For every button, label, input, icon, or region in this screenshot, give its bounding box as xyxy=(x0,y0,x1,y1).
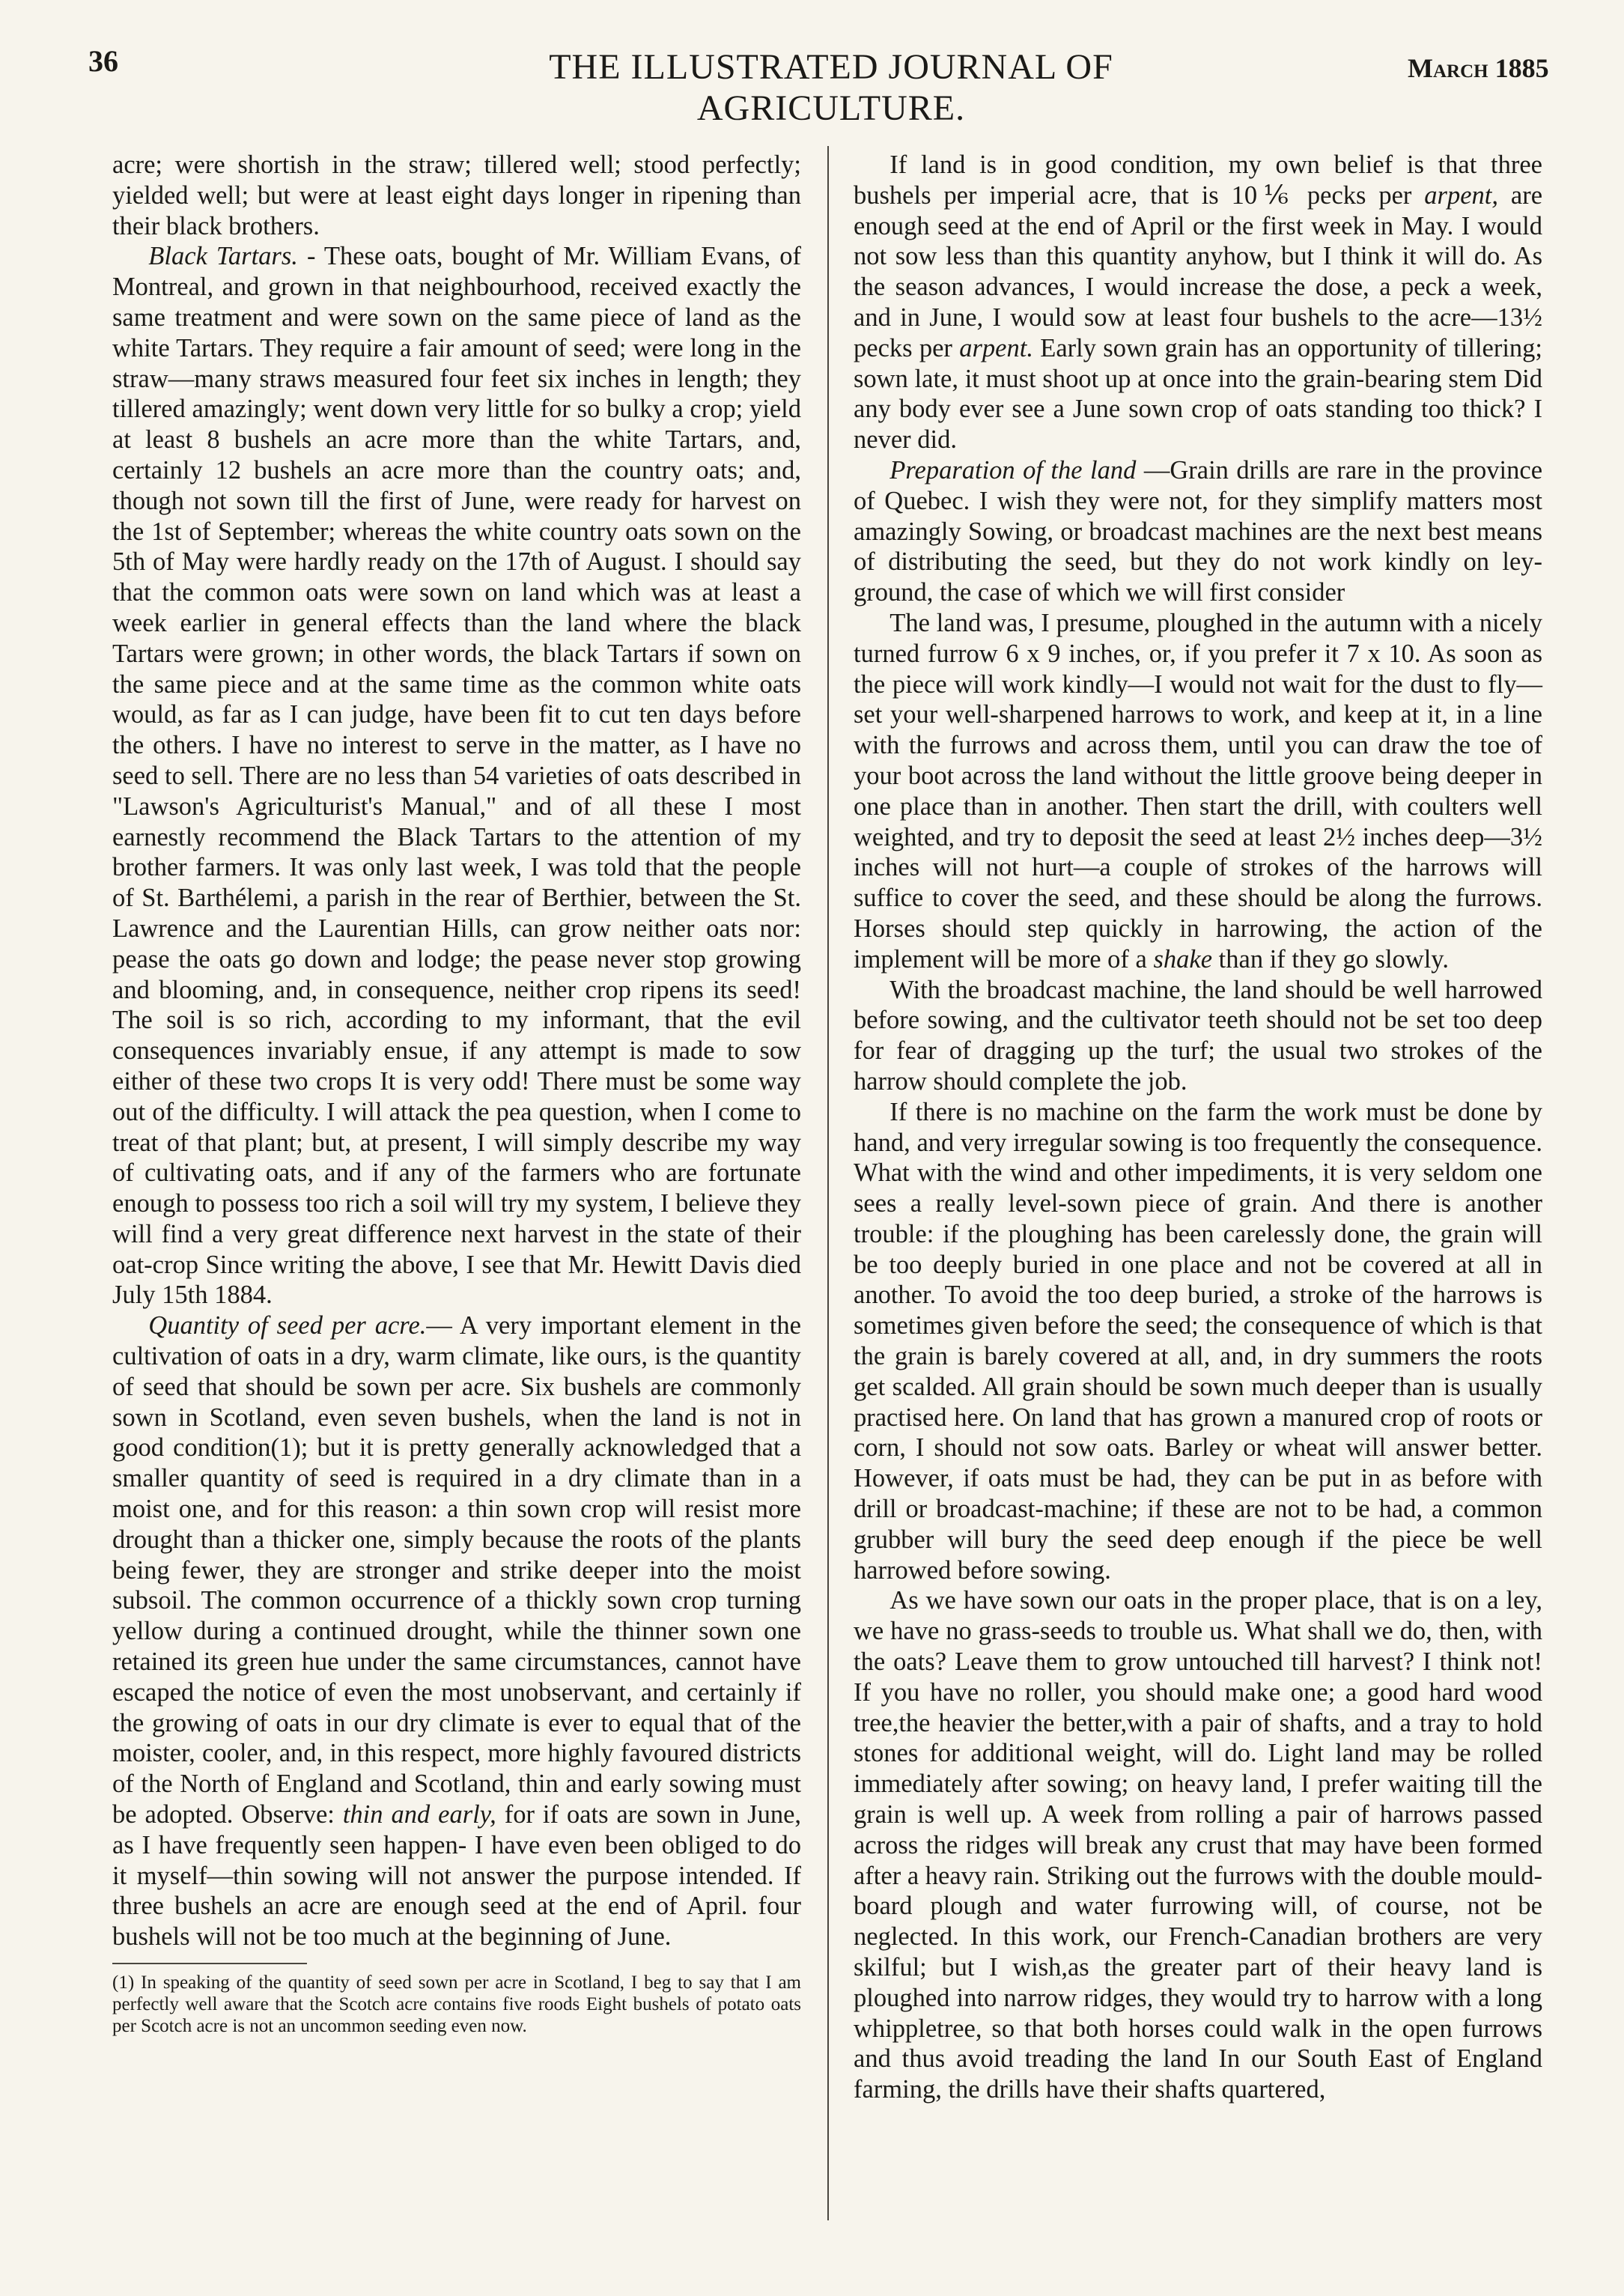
paragraph: If there is no machine on the farm the work must be done by hand, and very irregular sowing is too frequently the consequence. What with the wind and other impediments, it is very seldom one sees a really level-sown piece of grain. And there is another trouble: if the ploughing has been carelessly done, the grain will be too deeply buried in one place and not be covered at all in another. To avoid the too deep buried, a stroke of the harrows is sometimes given before the seed; the consequence of which is that the grain is barely covered at all, and, in dry summers the roots get scalded. All grain should be sown much deeper than is usually practised here. On land that has grown a manured crop of roots or corn, I should not sow oats. Barley or wheat will answer better. However, if oats must be had, they can be put in as before with drill or broadcast-machine; if these are not to be had, a common grubber will bury the seed deep enough if the piece be well harrowed before sowing. xyxy=(854,1097,1542,1585)
section-heading: Black Tartars. xyxy=(148,242,298,271)
paragraph xyxy=(854,150,1542,455)
paragraph xyxy=(112,241,801,1311)
paragraph-text: If land is in good condition, my own belief is that three bushels per imperial acre, that is 10⅙ pecks per xyxy=(854,151,1542,210)
section-heading: Quantity of seed per acre. xyxy=(148,1311,427,1340)
paragraph xyxy=(112,1311,801,1952)
footnote: (1) In speaking of the quantity of seed sown per acre in Scotland, I beg to say that I am perfectly well aware that the Scotch acre contains five roods Eight bushels of potato oats per Scotch acre is not an uncommon seeding even now. xyxy=(112,1972,801,2037)
paragraph: As we have sown our oats in the proper place, that is on a ley, we have no grass-seeds to trouble us. What shall we do, then, with the oats? Leave them to grow untouched till harvest? I think not! If you have no roller, you should make one; a good hard wood tree,the heavier the better,with a pair of shafts, and a tray to hold stones for additional weight, will do. Light land may be rolled immediately after sowing; on heavy land, I prefer waiting till the grain is well up. A week from rolling a pair of harrows passed across the ridges will break any crust that may have been formed after a heavy rain. Striking out the furrows with the double mould-board plough and water furrowing will, of course, not be neglected. In this work, our French-Canadian brothers are very skilful; but I wish,as the greater part of their heavy land is ploughed into narrow ridges, they would try to harrow with a long whippletree, so that both horses could walk in the open furrows and thus avoid treading the land In our South East of England farming, the drills have their shafts quartered, xyxy=(854,1586,1542,2104)
emphasis: thin and early, xyxy=(342,1800,496,1829)
paragraph-text: are enough seed at the end of April or the first week in May. I would not sow less than this quantity anyhow, but I think it will do. As the season advances, I would increase the dose, a peck a week, and in June, I would sow at least four bushels to the acre—13½ pecks per xyxy=(854,180,1543,362)
page-header xyxy=(0,0,1624,128)
paragraph-text: The land was, I presume, ploughed in the autumn with a nicely turned furrow 6 x 9 inches, or, if you prefer it 7 x 10. As soon as the piece will work kindly—I would not wait for the dust to fly—set your well-sharpened harrows to work, and keep at it, in a line with the furrows and across them, until you can draw the toe of your boot across the land without the little groove being deeper in one place than in another. Then start the drill, with coulters well weighted, and try to deposit the seed at least 2½ inches deep—3½ inches will not hurt—a couple of strokes of the harrows will suffice to cover the seed, and these should be along the furrows. Horses should step quickly in harrowing, the action of the implement will be more of a xyxy=(854,608,1542,974)
left-column xyxy=(112,150,801,2037)
page-number: 36 xyxy=(88,44,118,78)
paragraph-text: Early sown grain has an opportunity of tillering; sown late, it must shoot up at once into the grain-bearing stem Did any body ever see a June sown crop of oats standing too thick? I never did. xyxy=(854,333,1543,455)
paragraph: acre; were shortish in the straw; tillered well; stood perfectly; yielded well; but were at least eight days longer in ripening than their black brothers. xyxy=(112,151,801,240)
right-column xyxy=(854,150,1542,2105)
footnote-divider xyxy=(112,1963,307,1964)
paragraph xyxy=(854,455,1542,608)
journal-title: THE ILLUSTRATED JOURNAL OF AGRICULTURE. xyxy=(549,47,1113,128)
section-heading: Preparation of the land xyxy=(889,455,1137,485)
issue-date: March 1885 xyxy=(1408,53,1549,83)
emphasis: arpent, xyxy=(1424,180,1498,210)
paragraph-text: — A very important element in the cultivation of oats in a dry, warm climate, like ours, is the quantity of seed that should be sown per acre. Six bushels are commonly sown in Scotland, even seven bushels, when the land is not in good condition(1); but it is pretty generally acknowledged that a smaller quantity of seed is required in a dry climate than in a moist one, and for this reason: a thin sown crop will resist more drought than a thicker one, simply because the roots of the plants being fewer, they are stronger and strike deeper into the moist subsoil. The common occurrence of a thickly sown crop turning yellow during a continued drought, while the thinner sown one retained its green hue under the same circumstances, cannot have escaped the notice of even the most unobservant, and certainly if the growing of oats in our dry climate is ever to equal that of the moister, cooler, and, in this respect, more highly favoured districts of the North of England and Scotland, thin and early sowing must be adopted. Observe: xyxy=(112,1311,801,1829)
paragraph-text: than if they go slowly. xyxy=(1218,944,1449,974)
paragraph-text: for if oats are sown in June, as I have frequently seen happen- I have even been obliged to do it myself—thin sowing will not answer the purpose intended. If three bushels an acre are enough seed at the end of April. four bushels will not be too much at the beginning of June. xyxy=(112,1800,802,1952)
paragraph xyxy=(854,608,1542,975)
paragraph-text: —Grain drills are rare in the province of Quebec. I wish they were not, for they simplify matters most amazingly Sowing, or broadcast machines are the next best means of distributing the seed, but they do not work kindly on ley-ground, the case of which we will first consider xyxy=(854,455,1543,607)
paragraph: With the broadcast machine, the land should be well harrowed before sowing, and the cultivator teeth should not be set too deep for fear of dragging up the turf; the usual two strokes of the harrow should complete the job. xyxy=(854,975,1542,1096)
emphasis: arpent. xyxy=(959,333,1033,362)
paragraph-text: - These oats, bought of Mr. William Evans, of Montreal, and grown in that neighbourhood, received exactly the same treatment and were sown on the same piece of land as the white Tartars. They require a fair amount of seed; were long in the straw—many straws measured four feet six inches in length; they tillered amazingly; went down very little for so bulky a crop; yield at least 8 bushels an acre more than the white Tartars, and, certainly 12 bushels an acre more than the country oats; and, though not sown till the first of June, were ready for harvest on the 1st of September; whereas the white country oats sown on the 5th of May were hardly ready on the 17th of August. I should say that the common oats were sown on land which was at least a week earlier in general effects than the land where the black Tartars were grown; in other words, the black Tartars if sown on the same piece and at the same time as the common white oats would, as far as I can judge, have been fit to cut ten days before the others. I have no interest to serve in the matter, as I have no seed to sell. There are no less than 54 varieties of oats described in "Lawson's Agriculturist's Manual," and of all these I most earnestly recommend the Black Tartars to the attention of my brother farmers. It was only last week, I was told that the people of St. Barthélemi, a parish in the rear of Berthier, between the St. Lawrence and the Laurentian Hills, can grow neither oats nor: pease the oats go down and lodge; the pease never stop growing and blooming, and, in consequence, neither crop ripens its seed! The soil is so rich, according to my informant, that the evil consequences invariably ensue, if any attempt is made to sow either of these two crops It is very odd! There must be some way out of the difficulty. I will attack the pea question, when I come to treat of that plant; but, at present, I will simply describe my way of cultivating oats, and if any of the farmers who are fortunate enough to possess too rich a soil will try my system, I believe they will find a very great difference next harvest in the state of their oat-crop Since writing the above, I see that Mr. Hewitt Davis died July 15th 1884. xyxy=(112,242,802,1310)
emphasis: shake xyxy=(1153,944,1213,974)
column-divider xyxy=(827,146,829,2220)
